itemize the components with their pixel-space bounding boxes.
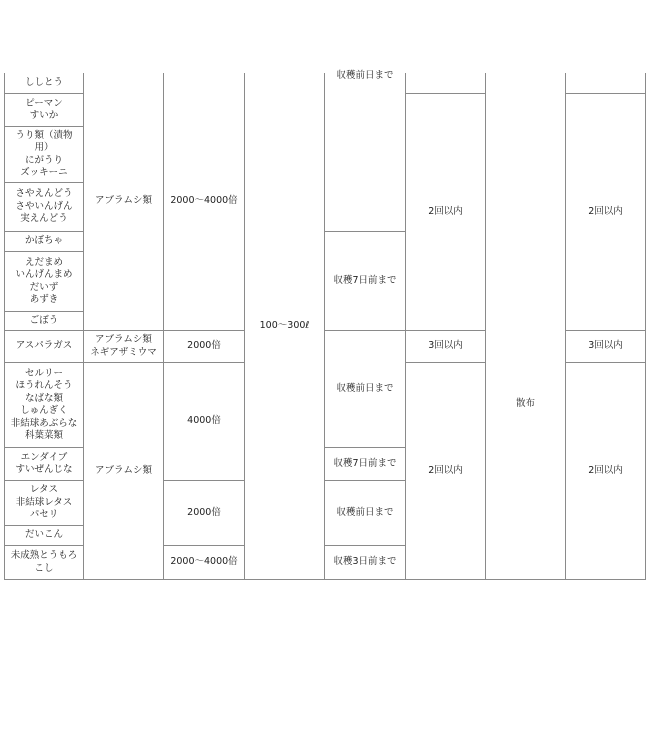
- dilution-cell: 2000倍: [187, 506, 221, 518]
- pest-cell: アブラムシ類: [95, 464, 152, 476]
- timing-cell: 収穫3日前まで: [333, 556, 397, 568]
- count-cell: 2回以内: [588, 205, 623, 217]
- method-cell: 散布: [515, 397, 535, 409]
- crop-cell: アスパラガス: [15, 340, 73, 352]
- crop-cell: 未成熟とうもろ こし: [10, 550, 78, 574]
- crop-cell: さやえんどう さやいんげん 実えんどう: [15, 188, 73, 225]
- count-cell: 2回以内: [428, 205, 463, 217]
- crop-cell: レタス 非結球レタス パセリ: [15, 484, 73, 521]
- volume-cell: 100～300ℓ: [259, 319, 310, 331]
- crop-cell: だいこん: [24, 529, 63, 541]
- crop-cell: かぼちゃ: [24, 235, 63, 247]
- timing-cell: 収穫前日まで: [336, 382, 394, 394]
- crop-cell: エンダイブ すいぜんじな: [15, 451, 73, 475]
- timing-cell: 収穫7日前まで: [333, 457, 397, 469]
- timing-cell: 収穫7日前まで: [333, 274, 397, 286]
- dilution-cell: 2000～4000倍: [170, 195, 238, 207]
- crop-cell: ピーマン すいか: [25, 97, 63, 121]
- pest-cell: アブラムシ類: [95, 195, 152, 207]
- crop-cell: えだまめ いんげんまめ だいず あずき: [15, 256, 73, 305]
- pest-cell: アブラムシ類 ネギアザミウマ: [90, 334, 157, 358]
- dilution-cell: 4000倍: [187, 415, 221, 427]
- timing-cell: 収穫前日まで: [336, 506, 394, 518]
- count-cell: 2回以内: [428, 464, 463, 476]
- vline: [645, 73, 646, 580]
- crop-cell: セルリー ほうれんそう なばな類 しゅんぎく 非結球あぶらな 科葉菜類: [10, 367, 78, 441]
- crop-cell: ししとう: [24, 76, 63, 88]
- count-cell: 3回以内: [428, 340, 463, 352]
- crop-cell: ごぼう: [29, 314, 59, 326]
- count-cell: 2回以内: [588, 464, 623, 476]
- dilution-cell: 2000～4000倍: [170, 556, 238, 568]
- timing-cell: 収穫前日まで: [336, 69, 394, 81]
- count-cell: 3回以内: [588, 340, 623, 352]
- crop-cell: うり類（漬物 用） にがうり ズッキーニ: [15, 129, 73, 178]
- dilution-cell: 2000倍: [187, 340, 221, 352]
